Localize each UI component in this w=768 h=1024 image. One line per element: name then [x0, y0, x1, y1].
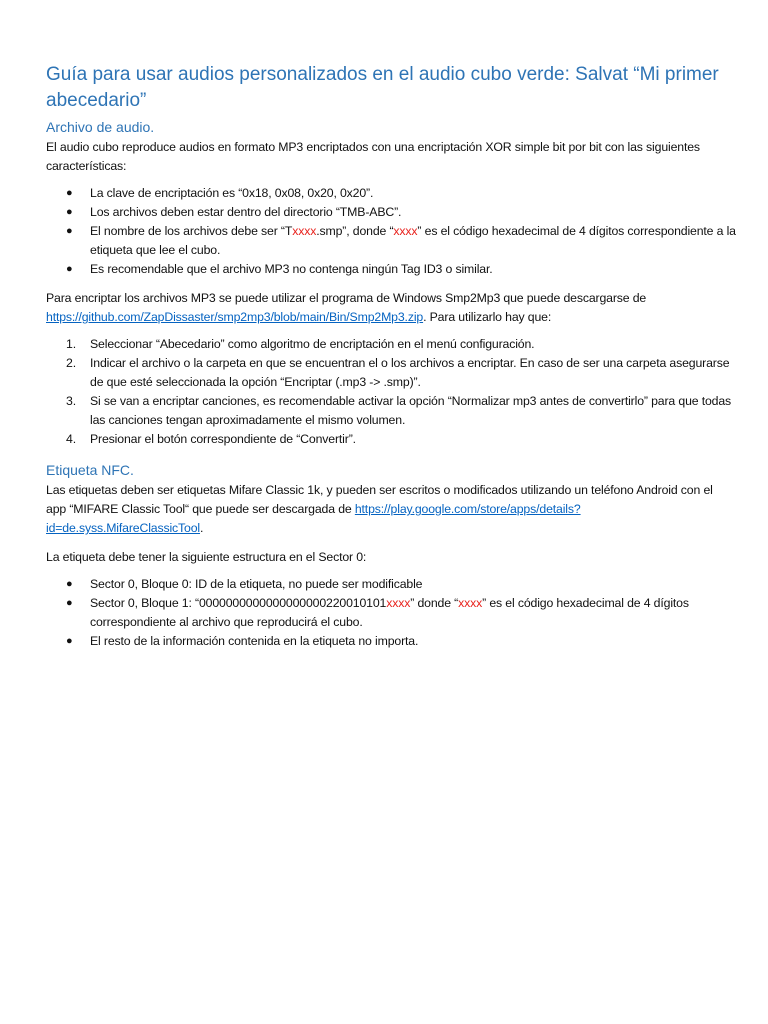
nfc-structure-paragraph: La etiqueta debe tener la siguiente estructura en el Sector 0:	[46, 550, 367, 564]
audio-intro-paragraph: El audio cubo reproduce audios en formato MP3 encriptados con una encriptación XOR simple bit por bit con las siguientes características:	[46, 140, 700, 173]
nfc-intro-text: Las etiquetas deben ser etiquetas Mifare Classic 1k, y pueden ser escritos o modificados utilizando un teléfono Android con el app “MIFARE Classic Tool“ que puede ser descargada de	[46, 483, 713, 516]
bullet-icon: ●	[66, 225, 73, 237]
document-title: Guía para usar audios personalizados en el audio cubo verde: Salvat “Mi primer abecedario”	[46, 64, 719, 111]
list-item	[46, 335, 736, 354]
smp2mp3-download-link[interactable]: https://github.com/ZapDissaster/smp2mp3/blob/main/Bin/Smp2Mp3.zip	[46, 310, 424, 324]
list-item-text: El resto de la información contenida en la etiqueta no importa.	[90, 634, 419, 648]
list-item-text: ” es el código hexadecimal de 4 dígitos correspondiente a la etiqueta que lee el cubo.	[90, 224, 736, 257]
nfc-intro-text: .	[200, 521, 204, 535]
list-item-text: Si se van a encriptar canciones, es recomendable activar la opción “Normalizar mp3 antes de convertirlo” para que todas las canciones tengan aproximadamente el mismo volumen.	[90, 394, 732, 427]
heading-etiqueta-nfc: Etiqueta NFC.	[46, 462, 134, 478]
bullet-icon: ●	[66, 578, 73, 590]
list-item-text: Indicar el archivo o la carpeta en que se encuentran el o los archivos a encriptar. En caso de ser una carpeta asegurarse de que esté seleccionada la opción “Encriptar (.mp3 -> .smp)”.	[90, 356, 730, 389]
encrypt-text: Para encriptar los archivos MP3 se puede utilizar el programa de Windows Smp2Mp3 que puede descargarse de	[46, 291, 647, 305]
bullet-icon: ●	[66, 187, 73, 199]
list-item-text: Es recomendable que el archivo MP3 no contenga ningún Tag ID3 o similar.	[90, 262, 493, 276]
placeholder-xxxx: xxxx	[292, 224, 317, 238]
list-item-text: ” es el código hexadecimal de 4 dígitos correspondiente al archivo que reproducirá el cubo.	[90, 596, 689, 629]
bullet-icon: ●	[66, 635, 73, 647]
bullet-icon: ●	[66, 597, 73, 609]
list-item-text: El nombre de los archivos debe ser “T	[90, 224, 293, 238]
encrypt-paragraph	[46, 289, 736, 327]
list-item	[46, 260, 736, 279]
encrypt-text: . Para utilizarlo hay que:	[423, 310, 552, 324]
encrypt-steps-list	[46, 335, 736, 449]
mifare-classic-tool-link[interactable]: https://play.google.com/store/apps/details?id=de.syss.MifareClassicTool	[46, 502, 581, 535]
list-item	[46, 184, 736, 203]
list-item-text: ” donde “	[410, 596, 459, 610]
list-item-text: .smp”, donde “	[316, 224, 394, 238]
list-item	[46, 354, 736, 392]
nfc-structure-list	[46, 575, 736, 651]
step-number: 2.	[66, 356, 76, 370]
list-item	[46, 392, 736, 430]
heading-archivo-de-audio: Archivo de audio.	[46, 119, 155, 135]
step-number: 1.	[66, 337, 76, 351]
list-item-text: Sector 0, Bloque 1: “0000000000000000000220010101	[90, 596, 387, 610]
bullet-icon: ●	[66, 206, 73, 218]
step-number: 4.	[66, 432, 76, 446]
list-item	[46, 203, 736, 222]
list-item	[46, 222, 736, 260]
list-item-text: Los archivos deben estar dentro del directorio “TMB-ABC”.	[90, 205, 402, 219]
placeholder-xxxx: xxxx	[386, 596, 411, 610]
step-number: 3.	[66, 394, 76, 408]
list-item	[46, 575, 736, 594]
placeholder-xxxx: xxxx	[458, 596, 483, 610]
list-item-text: Sector 0, Bloque 0: ID de la etiqueta, no puede ser modificable	[90, 577, 423, 591]
list-item	[46, 632, 736, 651]
bullet-icon: ●	[66, 263, 73, 275]
nfc-intro-paragraph	[46, 481, 736, 538]
audio-characteristics-list	[46, 184, 736, 279]
list-item-text: Seleccionar “Abecedario” como algoritmo de encriptación en el menú configuración.	[90, 337, 535, 351]
list-item-text: Presionar el botón correspondiente de “Convertir”.	[90, 432, 356, 446]
list-item	[46, 430, 736, 449]
placeholder-xxxx: xxxx	[393, 224, 418, 238]
list-item	[46, 594, 736, 632]
document-page	[46, 62, 736, 651]
list-item-text: La clave de encriptación es “0x18, 0x08, 0x20, 0x20”.	[90, 186, 374, 200]
